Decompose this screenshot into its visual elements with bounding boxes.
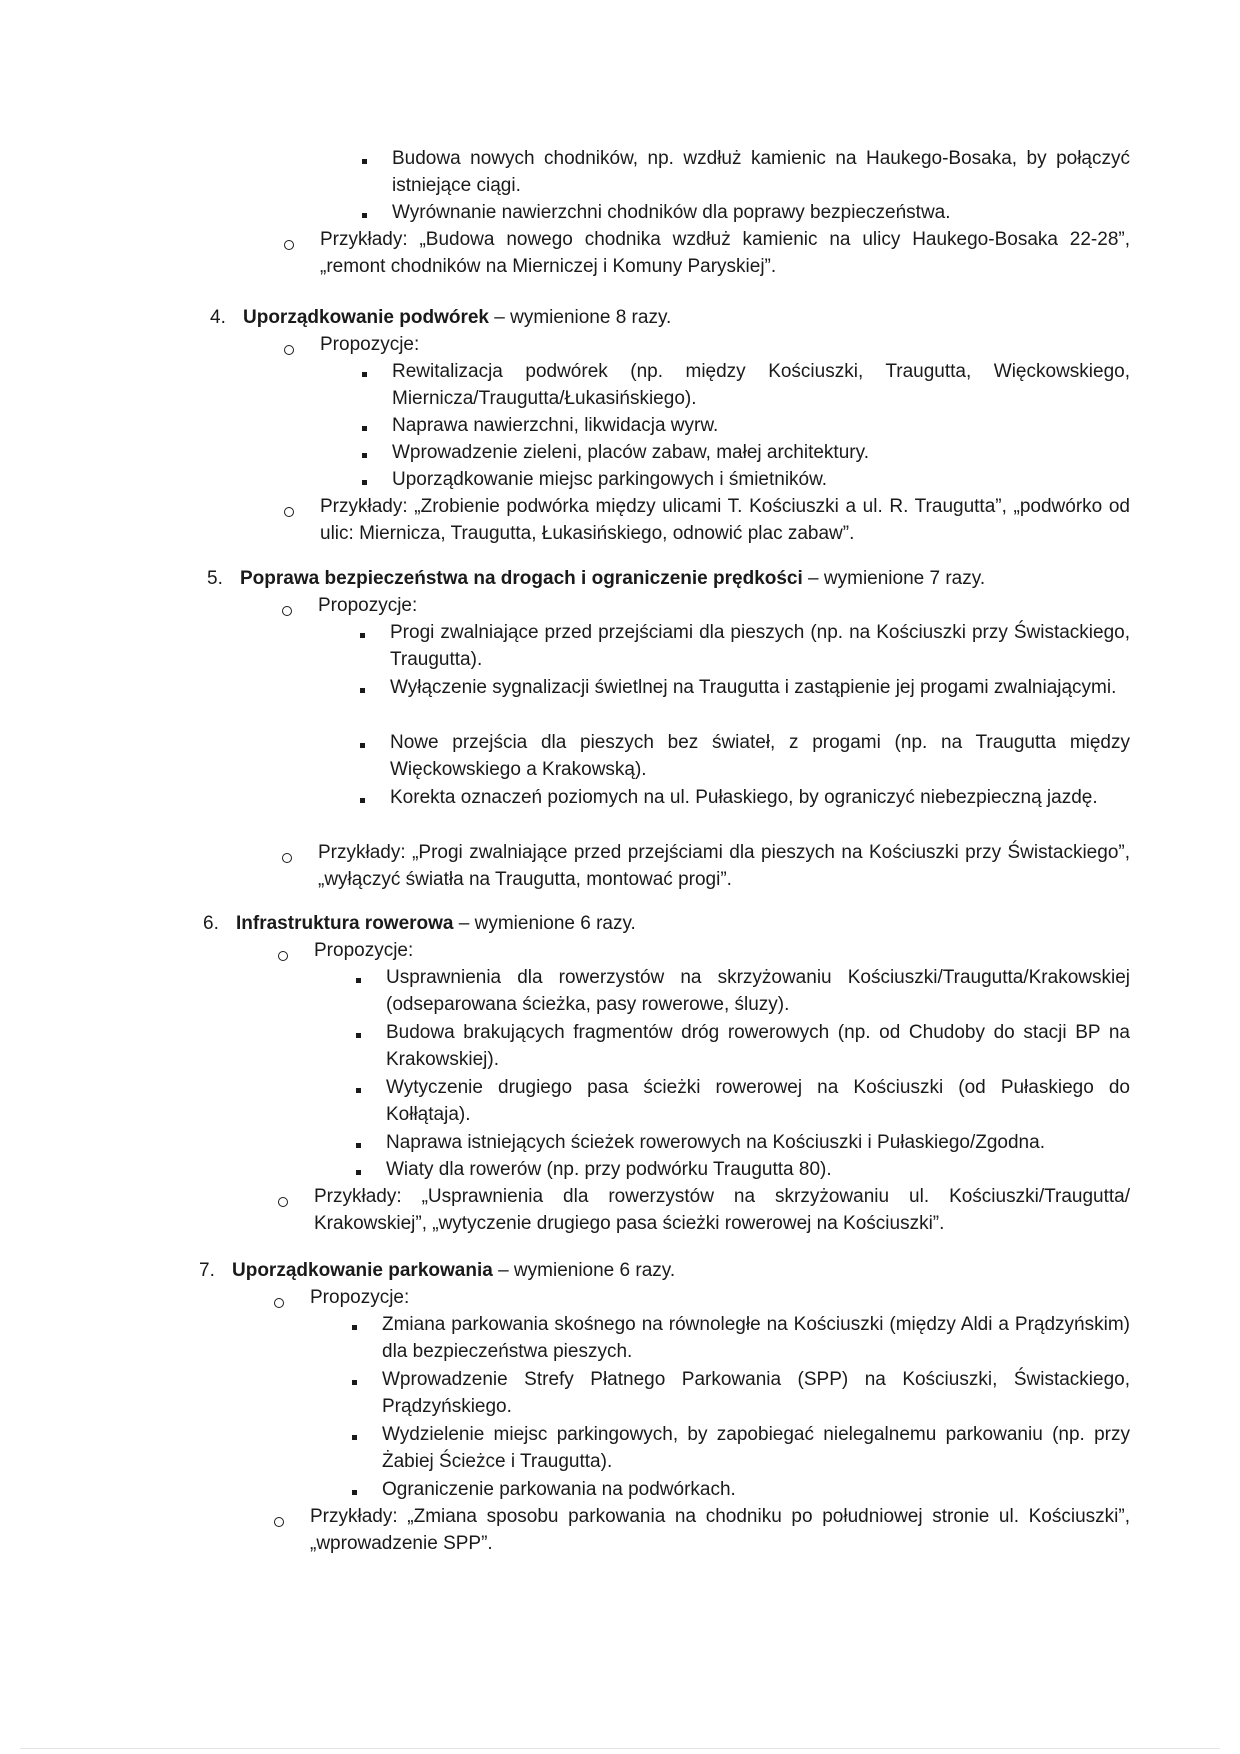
section-count: – wymienione 8 razy.	[488, 307, 672, 328]
list-item: Wyłączenie sygnalizacji świetlnej na Traugutta i zastąpienie jej progami zwalniającymi.	[390, 677, 1117, 698]
section-number: 6.	[203, 913, 219, 934]
list-item: Progi zwalniające przed przejściami dla pieszych (np. na Kościuszki przy Świstackiego, Traugutta).	[390, 622, 1130, 670]
square-bullet-icon	[352, 1490, 357, 1495]
section-title: Poprawa bezpieczeństwa na drogach i ograniczenie prędkości	[240, 568, 803, 589]
square-bullet-icon	[360, 633, 365, 638]
list-item: Budowa nowych chodników, np. wzdłuż kamienic na Haukego-Bosaka, by połączyć istniejące ciągi.	[392, 148, 1130, 196]
circle-bullet-icon	[282, 853, 292, 863]
square-bullet-icon	[360, 798, 365, 803]
proposals-label: Propozycje:	[318, 595, 418, 616]
square-bullet-icon	[356, 978, 361, 983]
square-bullet-icon	[362, 213, 367, 218]
scan-edge-divider	[20, 1748, 1220, 1749]
list-item: Wiaty dla rowerów (np. przy podwórku Traugutta 80).	[386, 1159, 832, 1180]
list-item: Wprowadzenie Strefy Płatnego Parkowania (SPP) na Kościuszki, Świstackiego, Prądzyńskiego.	[382, 1369, 1130, 1417]
section-heading	[236, 910, 1130, 937]
square-bullet-icon	[360, 743, 365, 748]
list-item: Wytyczenie drugiego pasa ścieżki rowerowej na Kościuszki (od Pułaskiego do Kołłątaja).	[386, 1077, 1130, 1125]
square-bullet-icon	[360, 688, 365, 693]
example-text: Przykłady: „Zmiana sposobu parkowania na chodniku po południowej stronie ul. Kościuszki”, „wprowadzenie SPP”.	[310, 1506, 1130, 1554]
section-title: Uporządkowanie podwórek	[243, 307, 489, 328]
circle-bullet-icon	[274, 1298, 284, 1308]
section-title: Infrastruktura rowerowa	[236, 913, 454, 934]
list-item: Nowe przejścia dla pieszych bez świateł, z progami (np. na Traugutta między Więckowskiego a Krakowską).	[390, 732, 1130, 780]
proposals-label: Propozycje:	[320, 334, 420, 355]
square-bullet-icon	[362, 372, 367, 377]
proposals-label: Propozycje:	[310, 1287, 410, 1308]
section-heading	[232, 1257, 1130, 1284]
square-bullet-icon	[356, 1143, 361, 1148]
circle-bullet-icon	[274, 1517, 284, 1527]
section-count: – wymienione 7 razy.	[802, 568, 986, 589]
square-bullet-icon	[352, 1435, 357, 1440]
example-text: Przykłady: „Usprawnienia dla rowerzystów na skrzyżowaniu ul. Kościuszki/Traugutta/ Krakowskiej”, „wytyczenie drugiego pasa ścieżki rowerowej na Kościuszki”.	[314, 1186, 1130, 1234]
square-bullet-icon	[362, 426, 367, 431]
square-bullet-icon	[356, 1033, 361, 1038]
circle-bullet-icon	[278, 951, 288, 961]
list-item: Ograniczenie parkowania na podwórkach.	[382, 1479, 736, 1500]
circle-bullet-icon	[284, 345, 294, 355]
example-text: Przykłady: „Zrobienie podwórka między ulicami T. Kościuszki a ul. R. Traugutta”, „podwórko od ulic: Miernicza, Traugutta, Łukasińskiego, odnowić plac zabaw”.	[320, 496, 1130, 544]
list-item: Korekta oznaczeń poziomych na ul. Pułaskiego, by ograniczyć niebezpieczną jazdę.	[390, 787, 1098, 808]
list-item: Wyrównanie nawierzchni chodników dla poprawy bezpieczeństwa.	[392, 202, 951, 223]
section-title: Uporządkowanie parkowania	[232, 1260, 493, 1281]
list-item: Wprowadzenie zieleni, placów zabaw, małej architektury.	[392, 442, 869, 463]
section-number: 4.	[210, 307, 226, 328]
section-count: – wymienione 6 razy.	[492, 1260, 676, 1281]
square-bullet-icon	[356, 1088, 361, 1093]
section-heading	[243, 304, 1130, 331]
list-item: Rewitalizacja podwórek (np. między Kościuszki, Traugutta, Więckowskiego, Miernicza/Traugutta/Łukasińskiego).	[392, 361, 1130, 409]
square-bullet-icon	[362, 453, 367, 458]
section-number: 5.	[207, 568, 223, 589]
list-item: Uporządkowanie miejsc parkingowych i śmietników.	[392, 469, 828, 490]
list-item: Naprawa nawierzchni, likwidacja wyrw.	[392, 415, 719, 436]
proposals-label: Propozycje:	[314, 940, 414, 961]
section-number: 7.	[199, 1260, 215, 1281]
square-bullet-icon	[362, 480, 367, 485]
circle-bullet-icon	[282, 606, 292, 616]
section-count: – wymienione 6 razy.	[453, 913, 636, 934]
list-item: Usprawnienia dla rowerzystów na skrzyżowaniu Kościuszki/Traugutta/Krakowskiej (odseparowana ścieżka, pasy rowerowe, śluzy).	[386, 967, 1130, 1015]
list-item: Wydzielenie miejsc parkingowych, by zapobiegać nielegalnemu parkowaniu (np. przy Żabiej Ścieżce i Traugutta).	[382, 1424, 1130, 1472]
square-bullet-icon	[356, 1170, 361, 1175]
circle-bullet-icon	[278, 1197, 288, 1207]
example-text: Przykłady: „Progi zwalniające przed przejściami dla pieszych na Kościuszki przy Świstackiego”, „wyłączyć światła na Traugutta, montować progi”.	[318, 842, 1130, 890]
circle-bullet-icon	[284, 240, 294, 250]
list-item: Naprawa istniejących ścieżek rowerowych na Kościuszki i Pułaskiego/Zgodna.	[386, 1132, 1045, 1153]
section-heading	[240, 565, 1130, 592]
circle-bullet-icon	[284, 507, 294, 517]
square-bullet-icon	[352, 1380, 357, 1385]
list-item: Budowa brakujących fragmentów dróg rowerowych (np. od Chudoby do stacji BP na Krakowskiej).	[386, 1022, 1130, 1070]
list-item: Zmiana parkowania skośnego na równoległe na Kościuszki (między Aldi a Prądzyńskim) dla bezpieczeństwa pieszych.	[382, 1314, 1130, 1362]
square-bullet-icon	[362, 159, 367, 164]
square-bullet-icon	[352, 1325, 357, 1330]
example-text: Przykłady: „Budowa nowego chodnika wzdłuż kamienic na ulicy Haukego-Bosaka 22-28”, „remont chodników na Mierniczej i Komuny Paryskiej”.	[320, 229, 1130, 277]
